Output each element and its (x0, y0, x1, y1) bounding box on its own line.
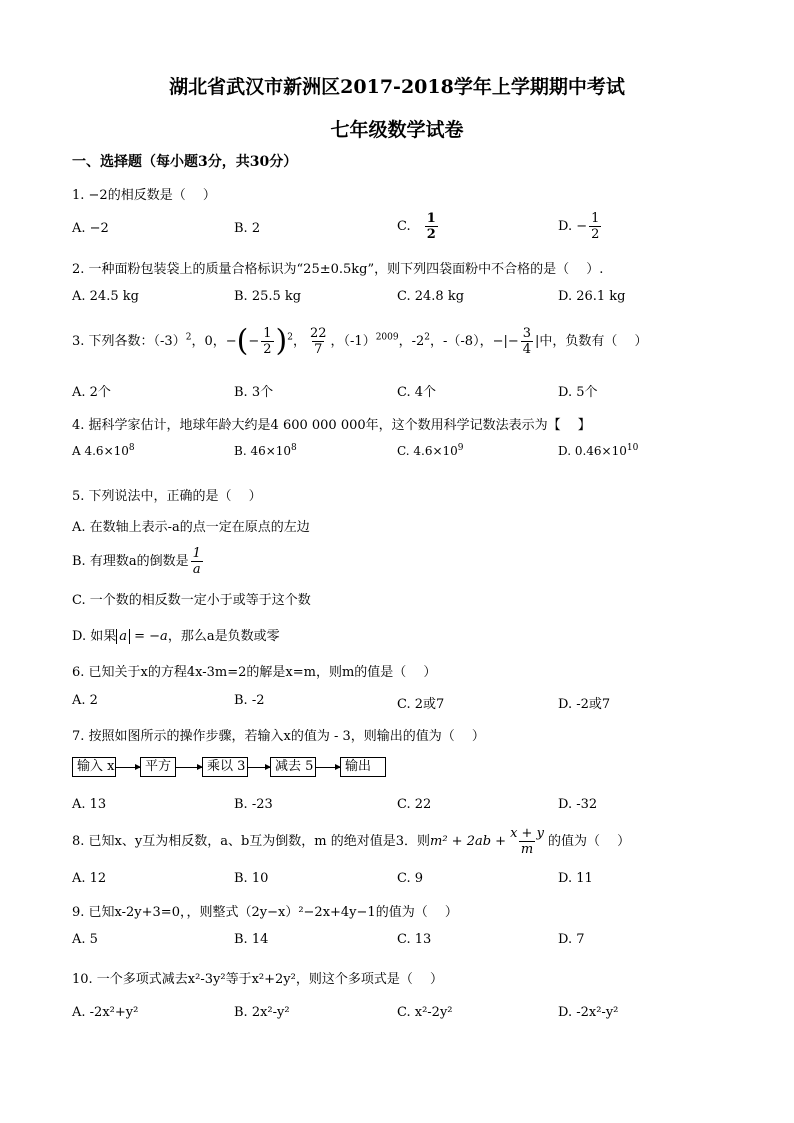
flow-arrow-3 (248, 767, 270, 768)
q3-option-d: D. 5个 (558, 385, 598, 400)
q3-exp-2b: 2 (287, 332, 293, 343)
q2-option-c: C. 24.8 kg (397, 289, 465, 304)
q3-text-4: ，（-1） (330, 334, 376, 349)
q4-d-base: D. 0.46×10 (558, 444, 627, 458)
q5-b-text: B. 有理数a的倒数是 (72, 554, 189, 569)
q5-option-a: A. 在数轴上表示-a的点一定在原点的左边 (72, 520, 310, 535)
q10-option-b: B. 2x²-y² (234, 1005, 290, 1020)
q7-option-c: C. 22 (397, 797, 432, 812)
q10-option-d: D. -2x²-y² (558, 1005, 619, 1020)
q1-c-numerator: 1 (426, 211, 436, 226)
question-6-stem: 6. 已知关于x的方程4x-3m=2的解是x=m，则m的值是（ ） (72, 665, 437, 680)
flow-arrow-2 (176, 767, 202, 768)
exam-subtitle: 七年级数学试卷 (330, 119, 464, 141)
q1-option-c (397, 212, 440, 241)
q3-3-4-fraction (521, 327, 533, 356)
q10-option-a: A. -2x²+y² (72, 1005, 139, 1020)
flow-box-subtract: 减去 5 (270, 757, 316, 777)
q4-a-exp: 8 (128, 443, 135, 453)
q7-option-d: D. -32 (558, 797, 598, 812)
q1-option-d-fraction (589, 212, 601, 241)
q7-flowchart (72, 757, 402, 779)
flow-box-input: 输入 x (72, 757, 116, 777)
q4-d-exp: 10 (626, 443, 639, 453)
q9-option-c: C. 13 (397, 932, 432, 947)
question-2-stem: 2. 一种面粉包装袋上的质量合格标识为“25±0.5kg”，则下列四袋面粉中不合格的是（ ）. (72, 262, 604, 277)
q8-option-c: C. 9 (397, 871, 424, 886)
q8-option-b: B. 10 (234, 871, 269, 886)
q8-fraction (508, 827, 546, 856)
q3-text-1: 3. 下列各数：（-3） (72, 334, 186, 349)
q1-option-d-label: D. − (558, 219, 588, 234)
q8-text-2: 的值为（ ） (547, 834, 631, 849)
exam-title: 湖北省武汉市新洲区2017-2018学年上学期期中考试 (169, 76, 625, 98)
q3-7-den: 7 (314, 342, 323, 357)
q3-3-num: 3 (522, 326, 532, 341)
q2-option-b: B. 25.5 kg (234, 289, 302, 304)
q3-half-fraction (261, 327, 273, 356)
q3-half-num: 1 (263, 326, 272, 341)
q3-right-paren: ) (275, 323, 288, 359)
flow-arrow-1 (116, 767, 140, 768)
q7-option-a: A. 13 (72, 797, 107, 812)
q3-minus: − (248, 334, 260, 349)
q3-text-5: ，-2 (398, 334, 425, 349)
q3-option-a: A. 2个 (72, 385, 111, 400)
flow-box-output: 输出 (340, 757, 386, 777)
q4-c-base: C. 4.6×10 (397, 444, 458, 458)
flow-arrow-4 (316, 767, 340, 768)
q3-text-6: ，-（-8），−|− (430, 334, 519, 349)
q4-option-d (558, 444, 638, 458)
q5-d-text-3: ，那么a是负数或零 (167, 629, 280, 644)
q1-option-c-fraction (425, 212, 438, 241)
q4-c-exp: 9 (457, 443, 464, 453)
q1-option-c-label: C. (397, 219, 411, 234)
q3-option-c: C. 4个 (397, 385, 437, 400)
question-10-stem: 10. 一个多项式减去x²-3y²等于x²+2y²，则这个多项式是（ ） (72, 972, 443, 987)
q2-option-a: A. 24.5 kg (72, 289, 139, 304)
question-5-stem: 5. 下列说法中，正确的是（ ） (72, 489, 262, 504)
q3-22-7-fraction (308, 327, 329, 356)
question-8-stem (72, 824, 630, 860)
q4-b-exp: 8 (291, 443, 297, 453)
q3-exp-2009: 2009 (375, 332, 399, 343)
q6-option-d: D. -2或7 (558, 697, 611, 712)
q1-option-a: A. −2 (72, 221, 109, 236)
q4-option-a (72, 444, 135, 458)
q8-frac-den: m (520, 842, 534, 857)
q9-option-a: A. 5 (72, 932, 98, 947)
q4-a-base: A 4.6×10 (72, 444, 129, 458)
q8-option-a: A. 12 (72, 871, 107, 886)
q3-text-2: ，0，− (191, 334, 237, 349)
question-9-stem: 9. 已知x-2y+3=0，，则整式（2y−x）²−2x+4y−1的值为（ ） (72, 905, 458, 920)
q7-option-b: B. -23 (234, 797, 273, 812)
q3-option-b: B. 3个 (234, 385, 274, 400)
q3-left-paren: ( (236, 323, 249, 359)
q10-option-c: C. x²-2y² (397, 1005, 453, 1020)
q3-22-num: 22 (309, 326, 327, 341)
q1-d-denominator: 2 (591, 227, 600, 242)
q3-4-den: 4 (522, 342, 532, 357)
section-heading: 一、选择题（每小题3分，共30分） (72, 154, 298, 170)
q3-half-den: 2 (263, 342, 272, 357)
q1-option-b: B. 2 (234, 221, 261, 236)
q6-option-a: A. 2 (72, 693, 98, 708)
q1-d-numerator: 1 (591, 211, 600, 226)
flow-box-square: 平方 (140, 757, 176, 777)
q8-option-d: D. 11 (558, 871, 593, 886)
q5-d-absolute: a (116, 629, 130, 644)
question-3-stem (72, 322, 648, 362)
q8-text-1: 8. 已知x、y互为相反数，a、b互为倒数，m 的绝对值是3．则 (72, 834, 431, 849)
q3-exp-2c: 2 (424, 332, 431, 343)
q8-expression: m² + 2ab + (430, 834, 507, 849)
q3-exp-2: 2 (185, 332, 192, 343)
q8-frac-num: x + y (510, 826, 544, 841)
q5-d-text-1: D. 如果 (72, 629, 117, 644)
q5-option-d (72, 625, 280, 644)
q9-option-b: B. 14 (234, 932, 269, 947)
question-1-stem: 1. −2的相反数是（ ） (72, 188, 216, 203)
q6-option-b: B. -2 (234, 693, 265, 708)
question-7-stem: 7. 按照如图所示的操作步骤，若输入x的值为 - 3，则输出的值为（ ） (72, 729, 485, 744)
q5-option-c: C. 一个数的相反数一定小于或等于这个数 (72, 593, 311, 608)
q4-b-base: B. 46×10 (234, 444, 292, 458)
q5-b-den: a (192, 562, 201, 577)
q4-option-c (397, 444, 464, 458)
q6-option-c: C. 2或7 (397, 697, 445, 712)
q5-b-num: 1 (192, 546, 201, 561)
q4-option-b (234, 444, 297, 458)
q5-d-text-2: = −a (130, 629, 168, 644)
question-4-stem: 4. 据科学家估计，地球年龄大约是4 600 000 000年，这个数用科学记数法表示为【 】 (72, 418, 591, 433)
q5-option-b (72, 547, 205, 576)
q3-text-7: |中，负数有（ ） (535, 334, 648, 349)
q2-option-d: D. 26.1 kg (558, 289, 626, 304)
q5-b-fraction (191, 547, 203, 576)
flow-box-multiply: 乘以 3 (202, 757, 248, 777)
q9-option-d: D. 7 (558, 932, 585, 947)
q3-text-3: ， (292, 334, 306, 349)
q1-option-d (558, 212, 603, 241)
q1-c-denominator: 2 (426, 227, 436, 242)
